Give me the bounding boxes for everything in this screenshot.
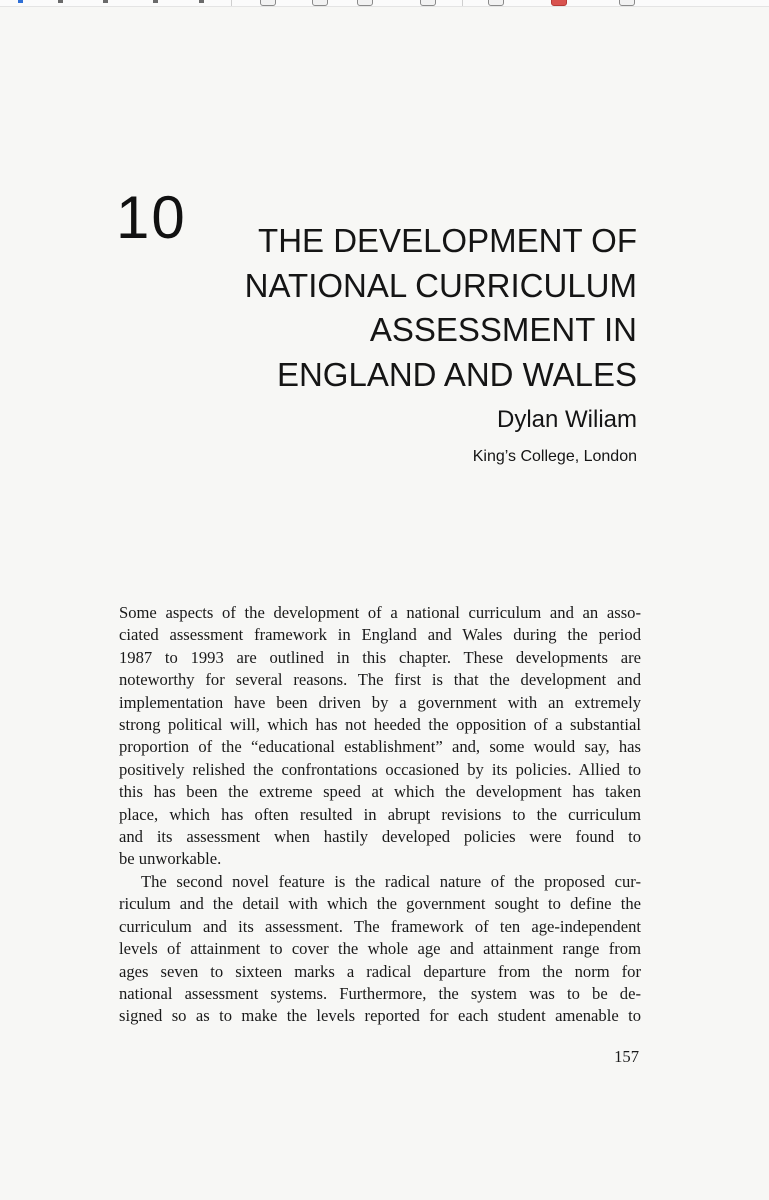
- author-affiliation: King’s College, London: [472, 448, 637, 465]
- share-icon[interactable]: [488, 0, 504, 6]
- body-line: Some aspects of the development of a national curriculum and an asso-: [119, 603, 641, 622]
- body-line: strong political will, which has not heeded the opposition of a substantial: [119, 715, 641, 735]
- page-icon[interactable]: [260, 0, 276, 6]
- chapter-title-line: THE DEVELOPMENT OF: [258, 222, 637, 259]
- body-line: positively relished the confrontations occasioned by its policies. Allied to: [119, 759, 641, 779]
- chapter-title-line: ASSESSMENT IN: [369, 311, 637, 348]
- body-line: implementation have been driven by a government with an extremely: [119, 692, 641, 712]
- record-icon[interactable]: [551, 0, 567, 6]
- viewer-toolbar: [0, 0, 769, 7]
- toolbar-dot-icon[interactable]: [103, 0, 108, 3]
- chapter-title: [197, 219, 637, 397]
- body-line: ciated assessment framework in England and Wales during the period: [119, 625, 641, 645]
- body-line: 1987 to 1993 are outlined in this chapter. These developments are: [119, 647, 641, 667]
- body-line: noteworthy for several reasons. The first is that the development and: [119, 670, 641, 690]
- body-line: ages seven to sixteen marks a radical departure from the norm for: [119, 961, 641, 981]
- toolbar-dot-icon[interactable]: [153, 0, 158, 3]
- body-line: this has been the extreme speed at which the development has taken: [119, 782, 641, 802]
- body-line: signed so as to make the levels reported for each student amenable to: [119, 1006, 641, 1026]
- body-line: proportion of the “educational establishment” and, some would say, has: [119, 737, 641, 757]
- body-line: The second novel feature is the radical nature of the proposed cur-: [141, 871, 641, 891]
- page-number: 157: [614, 1047, 639, 1066]
- toolbar-separator: [462, 0, 463, 6]
- toolbar-dot-icon[interactable]: [199, 0, 204, 3]
- chapter-number: 10: [116, 184, 187, 251]
- body-line: place, which has often resulted in abrupt revisions to the curriculum: [119, 804, 641, 824]
- toolbar-dot-icon[interactable]: [58, 0, 63, 3]
- body-line: levels of attainment to cover the whole age and attainment range from: [119, 939, 641, 959]
- body-line: and its assessment when hastily developed policies were found to: [119, 827, 641, 847]
- chapter-title-line: ENGLAND AND WALES: [276, 355, 637, 393]
- body-text: [119, 602, 641, 1028]
- print-icon[interactable]: [420, 0, 436, 6]
- settings-icon[interactable]: [619, 0, 635, 6]
- stamp-icon[interactable]: [357, 0, 373, 6]
- body-line: national assessment systems. Furthermore, the system was to be de-: [119, 983, 641, 1003]
- chapter-title-line: NATIONAL CURRICULUM: [244, 266, 637, 304]
- body-line: riculum and the detail with which the government sought to define the: [119, 894, 641, 914]
- toolbar-marker-icon[interactable]: [18, 0, 23, 3]
- body-line: curriculum and its assessment. The framework of ten age-independent: [119, 916, 641, 936]
- body-line: be unworkable.: [119, 849, 222, 869]
- toolbar-separator: [231, 0, 232, 6]
- comment-icon[interactable]: [312, 0, 328, 6]
- author-name: Dylan Wiliam: [496, 406, 637, 433]
